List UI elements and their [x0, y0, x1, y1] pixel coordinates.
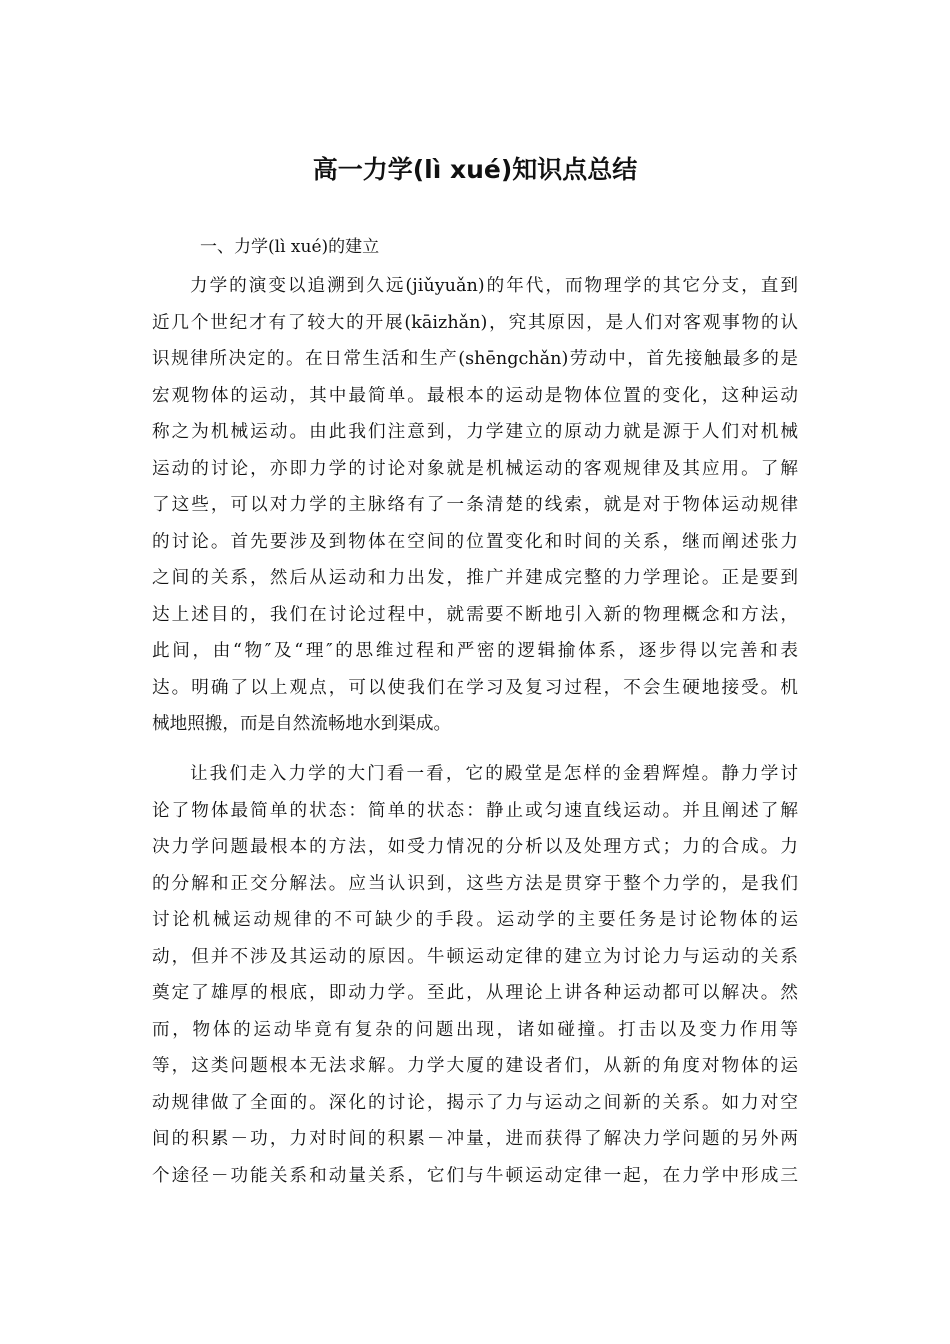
paragraph-2-line: 个途径－功能关系和动量关系，它们与牛顿运动定律一起，在力学中形成三 — [152, 1165, 798, 1186]
paragraph-1-line: 识规律所决定的。在日常生活和生产(shēngchǎn)劳动中，首先接触最多的是 — [152, 349, 798, 369]
paragraph-2-line: 让我们走入力学的大门看一看，它的殿堂是怎样的金碧辉煌。静力学讨 — [190, 764, 798, 784]
paragraph-1-line: 宏观物体的运动，其中最简单。最根本的运动是物体位置的变化，这种运动 — [152, 385, 798, 406]
paragraph-1-line: 称之为机械运动。由此我们注意到，力学建立的原动力就是源于人们对机械 — [152, 422, 798, 442]
paragraph-2-line: 等，这类问题根本无法求解。力学大厦的建设者们，从新的角度对物体的运 — [152, 1056, 798, 1076]
paragraph-2-line: 而，物体的运动毕竟有复杂的问题出现，诸如碰撞。打击以及变力作用等 — [152, 1019, 798, 1040]
paragraph-2-line: 间的积累－功，力对时间的积累－冲量，进而获得了解决力学问题的另外两 — [152, 1129, 798, 1149]
paragraph-1 — [152, 268, 798, 743]
paragraph-2-line: 的分解和正交分解法。应当认识到，这些方法是贯穿于整个力学的，是我们 — [152, 873, 798, 894]
paragraph-1-line: 力学的演变以追溯到久远(jiǔyuǎn)的年代，而物理学的其它分支，直到 — [190, 276, 798, 296]
paragraph-2-line: 论了物体最简单的状态：简单的状态：静止或匀速直线运动。并且阐述了解 — [152, 800, 798, 821]
paragraph-2-line: 奠定了雄厚的根底，即动力学。至此，从理论上讲各种运动都可以解决。然 — [152, 983, 798, 1003]
section-heading: 一、力学(lì xué)的建立 — [200, 237, 380, 257]
paragraph-1-line: 达上述目的，我们在讨论过程中，就需要不断地引入新的物理概念和方法， — [152, 604, 798, 625]
paragraph-2 — [152, 756, 798, 1194]
paragraph-1-line: 运动的讨论，亦即力学的讨论对象就是机械运动的客观规律及其应用。了解 — [152, 458, 798, 479]
paragraph-1-line: 之间的关系，然后从运动和力出发，推广并建成完整的力学理论。正是要到 — [152, 568, 798, 588]
paragraph-1-line: 此间，由“物″及“理″的思维过程和严密的逻辑揄体系，逐步得以完善和表 — [152, 641, 798, 661]
paragraph-1-line: 达。明确了以上观点，可以使我们在学习及复习过程，不会生硬地接受。机 — [152, 677, 798, 698]
paragraph-1-line: 械地照搬，而是自然流畅地水到渠成。 — [152, 714, 452, 734]
paragraph-2-line: 决力学问题最根本的方法，如受力情况的分析以及处理方式；力的合成。力 — [152, 837, 798, 857]
paragraph-1-line: 的讨论。首先要涉及到物体在空间的位置变化和时间的关系，继而阐述张力 — [152, 531, 798, 552]
paragraph-1-line: 了这些，可以对力学的主脉络有了一条清楚的线索，就是对于物体运动规律 — [152, 495, 798, 515]
paragraph-2-line: 动，但并不涉及其运动的原因。牛顿运动定律的建立为讨论力与运动的关系 — [152, 946, 798, 967]
page-title: 高一力学(lì xué)知识点总结 — [312, 155, 638, 184]
paragraph-1-line: 近几个世纪才有了较大的开展(kāizhǎn)，究其原因，是人们对客观事物的认 — [152, 312, 798, 333]
paragraph-2-line: 动规律做了全面的。深化的讨论，揭示了力与运动之间新的关系。如力对空 — [152, 1092, 798, 1113]
paragraph-2-line: 讨论机械运动规律的不可缺少的手段。运动学的主要任务是讨论物体的运 — [152, 910, 798, 930]
